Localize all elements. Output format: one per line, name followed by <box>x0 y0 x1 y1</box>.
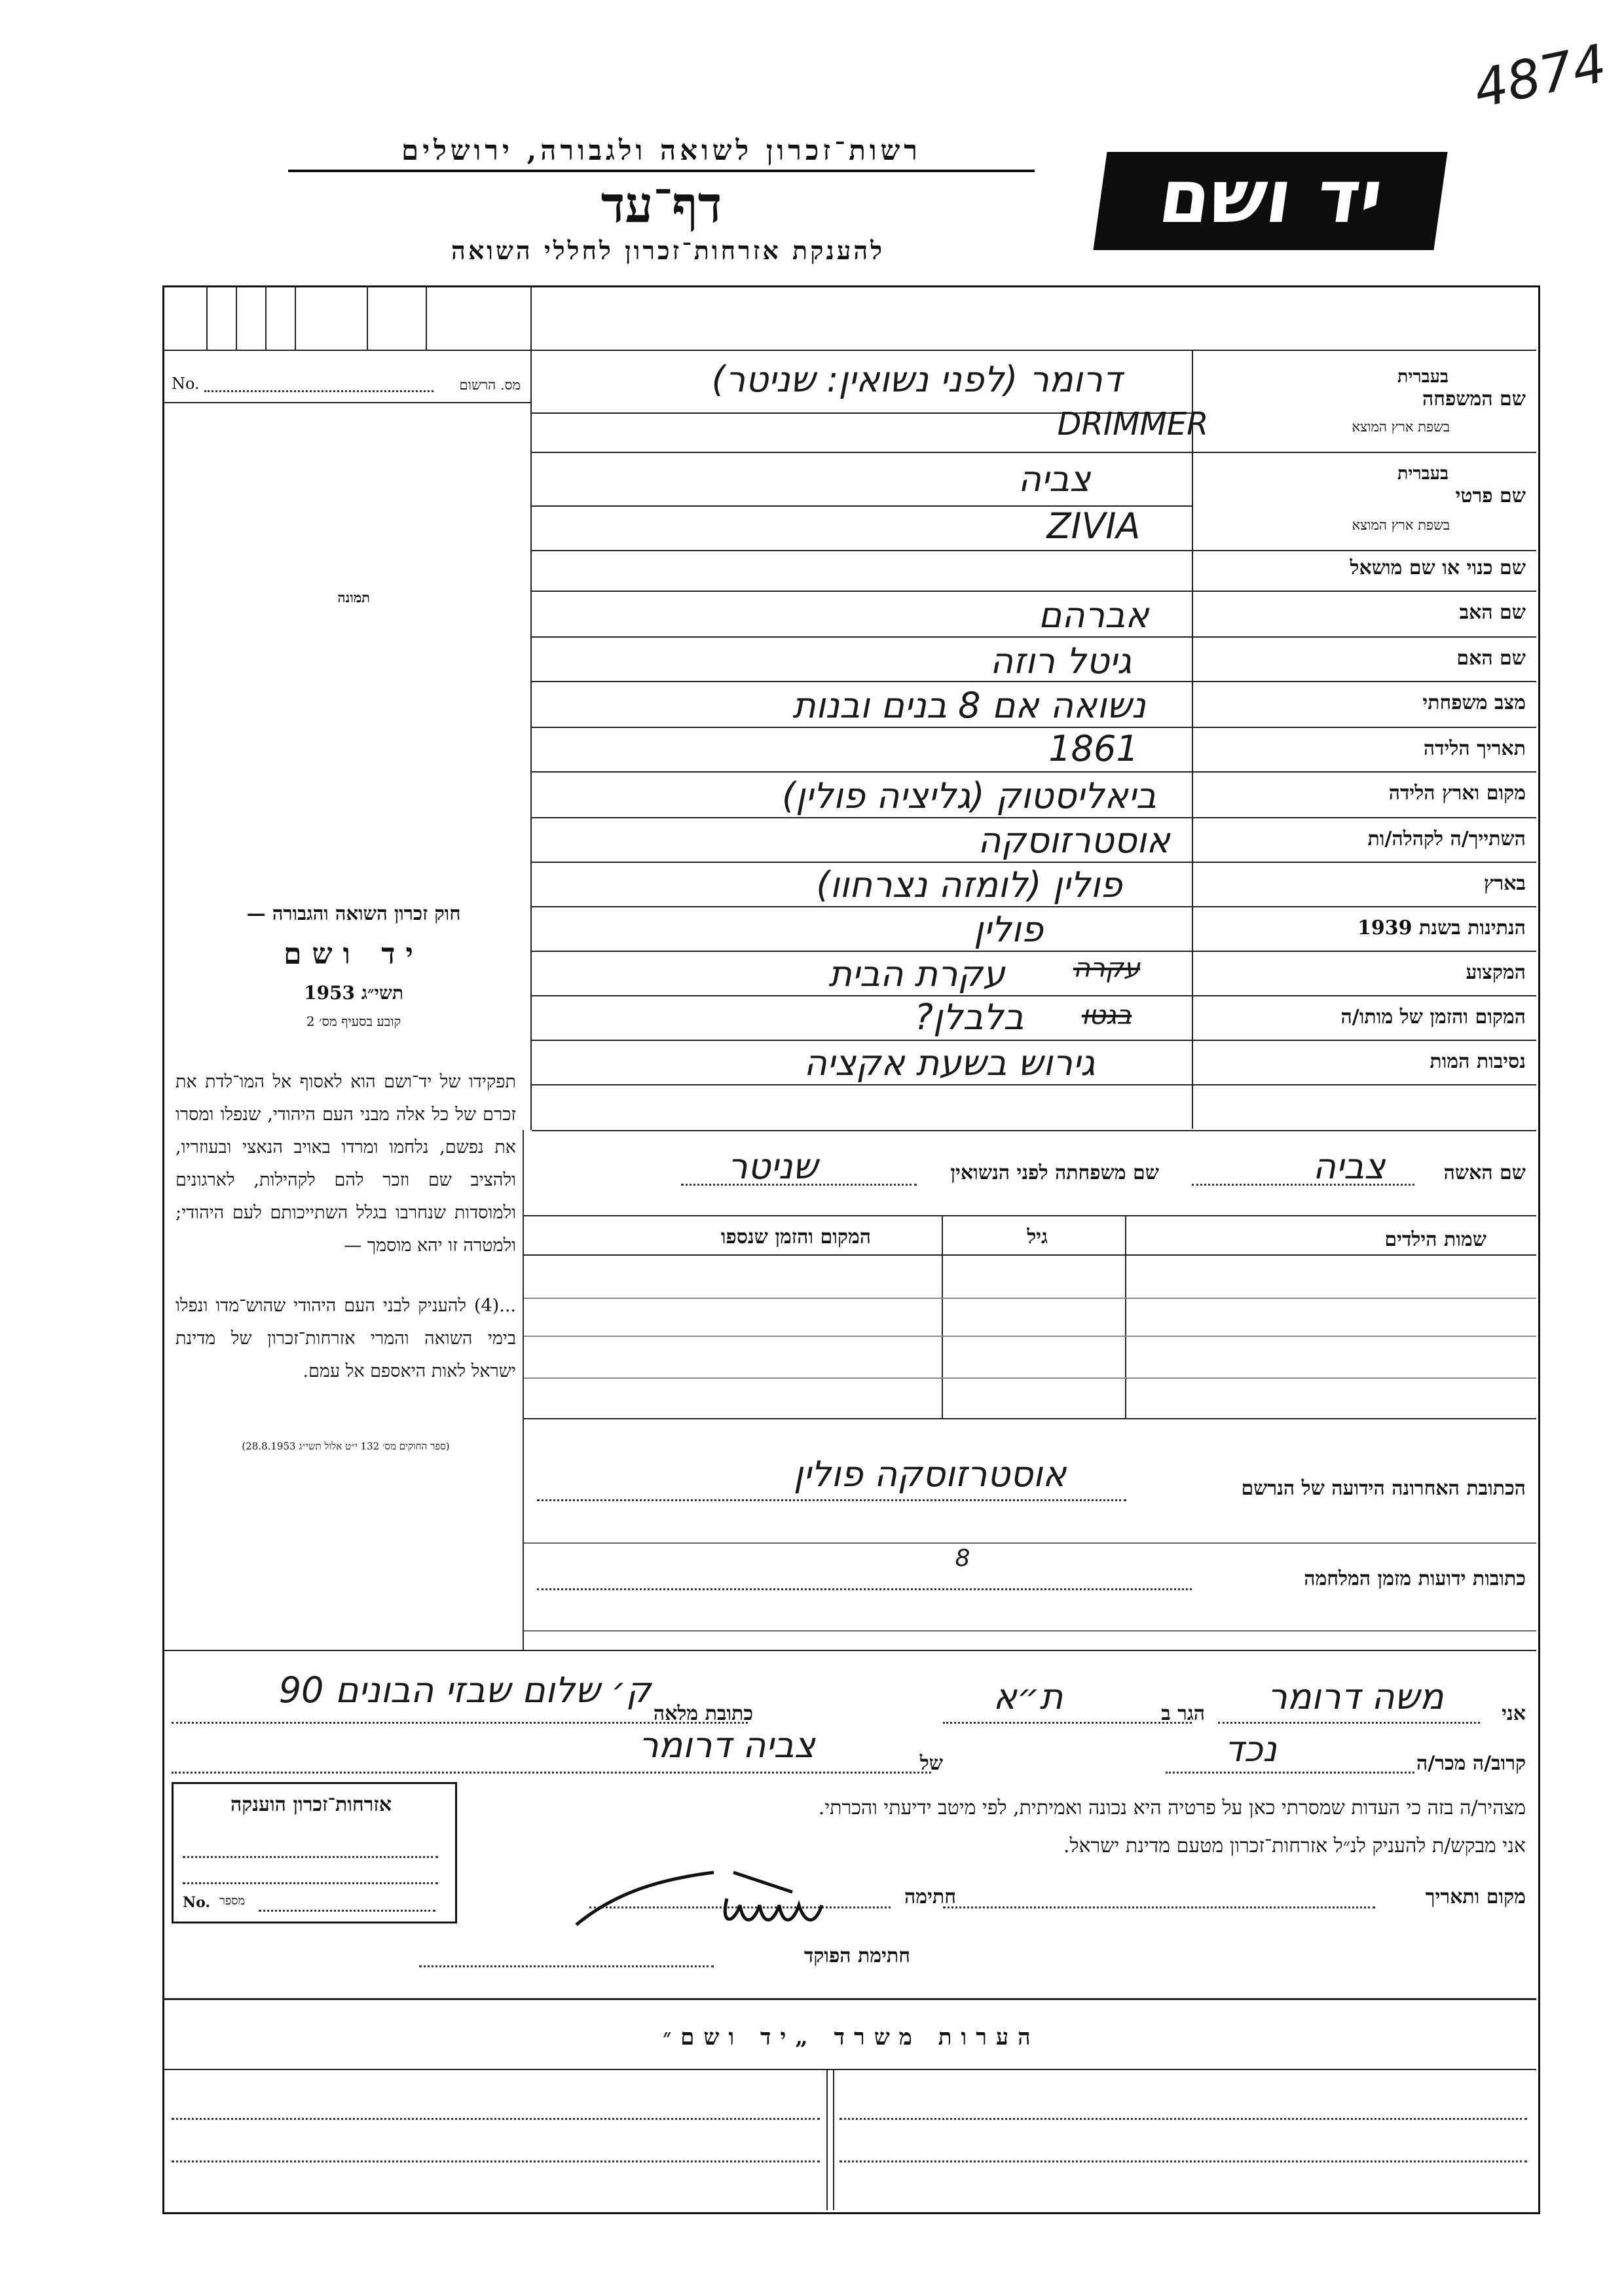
country-label: בארץ <box>1483 872 1526 895</box>
row-line <box>532 817 1536 818</box>
table-header-line <box>524 1254 1536 1256</box>
row-line <box>532 1040 1536 1041</box>
top-strip-line <box>164 350 1536 351</box>
last-address-label: הכתובת האחרונה הידועה של הנרשם <box>1241 1477 1526 1500</box>
table-col-divider <box>1125 1215 1126 1418</box>
profession-struck: עקרה <box>1073 953 1141 983</box>
photo-label: תמונה <box>337 589 370 606</box>
reg-no-label: מס. הרשום <box>459 377 521 393</box>
family-name-origin[interactable]: DRIMMER <box>1057 406 1209 443</box>
death-circumstances-label: נסיבות המות <box>1430 1050 1526 1073</box>
marital-status-label: מצב משפחתי <box>1422 691 1526 714</box>
of-value[interactable]: צביה דרומר <box>638 1724 815 1766</box>
no-label: No. <box>172 374 200 393</box>
nickname-label: שם כנוי או שם מושאל <box>1350 556 1526 579</box>
row-line <box>524 1630 1536 1631</box>
table-row <box>524 1336 1536 1337</box>
law-body: תפקידו של יד־ושם הוא לאסוף אל המו־לדת את זכרם של כל אלה מבני העם היהודי, שנפלו ומסרו את נפשם, נלחמו ומרדו באויב הנאצי ובעוזריו, ולהציב שם וזכר להם לקהילות, לארגונים ולמוסדות שנחרבו בגלל השתייכותם לעם היהודי; ולמטרה זו יהא מוסמך — <box>175 1072 516 1256</box>
row-line <box>532 636 1536 638</box>
mother-name-label: שם האם <box>1456 647 1526 670</box>
citizenship-label: הנתינות בשנת 1939 <box>1357 917 1526 939</box>
first-name-hebrew[interactable]: צביה <box>1018 458 1091 500</box>
war-addresses-label: כתובות ידועות מזמן המלחמה <box>1304 1567 1526 1590</box>
war-addresses-value[interactable]: 8 <box>955 1545 970 1572</box>
country-value[interactable]: פולין (לומזה נצרחוו) <box>816 864 1122 905</box>
profession-value[interactable]: עקרת הבית <box>828 953 1005 994</box>
reg-row-line <box>164 402 530 403</box>
row-line <box>532 951 1536 952</box>
handwritten-signature <box>563 1853 838 1938</box>
row-line <box>532 771 1536 773</box>
row-line <box>532 906 1536 907</box>
reg-no-field[interactable] <box>204 390 434 392</box>
death-circumstances-value[interactable]: גירוש בשעת אקציה <box>803 1042 1096 1084</box>
office-note-line[interactable] <box>840 2118 1527 2120</box>
father-name-value[interactable]: אברהם <box>1038 594 1149 636</box>
row-line <box>524 1542 1536 1544</box>
label-col-divider <box>1192 350 1193 1129</box>
marital-status-value[interactable]: נשואה אם 8 בנים ובנות <box>792 685 1146 726</box>
official-signature-label: חתימת הפוקד <box>803 1944 910 1967</box>
authority-line: רשות־זכרון לשואה ולגבורה, ירושלים <box>288 134 1035 172</box>
full-address-label: כתובת מלאה <box>653 1702 753 1725</box>
stamp-number-field[interactable] <box>259 1910 435 1912</box>
row-line <box>532 1130 1536 1131</box>
signature-label: חתימה <box>904 1886 956 1908</box>
full-address-dots <box>172 1722 748 1724</box>
law-year: תשי״ג 1953 <box>304 982 403 1004</box>
row-line <box>532 862 1536 863</box>
family-name-label: שם המשפחה <box>1422 388 1526 410</box>
left-col-divider-lower <box>523 1130 524 1650</box>
maiden-name-value[interactable]: שניטר <box>728 1146 818 1187</box>
i-dots <box>1218 1722 1480 1724</box>
first-hebrew-label: בעברית <box>1397 464 1449 484</box>
office-note-line[interactable] <box>172 2160 820 2162</box>
row-line <box>532 1084 1536 1085</box>
birth-date-label: תאריך הלידה <box>1423 737 1526 760</box>
first-name-label: שם פרטי <box>1455 484 1526 507</box>
request-text: אני מבקש/ת להעניק לנ״ל אזרחות־זכרון מטעם מדינת ישראל. <box>1063 1834 1526 1857</box>
table-bottom-line <box>524 1418 1536 1419</box>
children-age-header: גיל <box>1027 1226 1048 1248</box>
official-signature-field[interactable] <box>419 1965 714 1967</box>
logo-text: יד ושם <box>1154 155 1388 240</box>
office-note-line[interactable] <box>840 2160 1527 2162</box>
office-line <box>164 2069 1536 2070</box>
office-note-line[interactable] <box>172 2118 820 2120</box>
tick <box>265 285 267 350</box>
profession-label: המקצוע <box>1466 961 1526 984</box>
relative-label: קרוב/ה מכר/ה <box>1416 1752 1526 1775</box>
row-line <box>532 591 1536 592</box>
row-line <box>532 452 1536 453</box>
wife-name-value[interactable]: צביה <box>1312 1146 1386 1187</box>
row-line <box>532 550 1536 551</box>
family-name-hebrew[interactable]: דרומר (לפני נשואין: שניטר) <box>711 359 1122 400</box>
first-name-origin[interactable]: ZIVIA <box>1046 505 1141 547</box>
community-value[interactable]: אוסטרזוסקה <box>978 820 1170 861</box>
birth-place-value[interactable]: ביאליסטוק (גליציה פולין) <box>781 775 1157 816</box>
resident-dots <box>943 1722 1192 1724</box>
war-addresses-dots <box>537 1588 1192 1590</box>
office-col-divider <box>826 2069 828 2210</box>
declarant-name[interactable]: משה דרומר <box>1267 1676 1444 1717</box>
maiden-name-label: שם משפחתה לפני הנשואין <box>950 1161 1159 1184</box>
yad-vashem-logo <box>1093 152 1447 250</box>
stamp-title: אזרחות־זכרון הוענקה <box>230 1793 392 1816</box>
section-line <box>164 1650 1536 1651</box>
tick <box>426 285 427 350</box>
family-hebrew-label: בעברית <box>1397 367 1449 387</box>
tick <box>295 285 296 350</box>
tick <box>367 285 368 350</box>
office-col-divider <box>833 2069 834 2210</box>
death-place-value[interactable]: בלבלן? <box>914 996 1024 1038</box>
last-address-value[interactable]: אוסטרזוסקה פולין <box>793 1453 1067 1495</box>
full-address-value[interactable]: ק׳ שלום שבזי הבונים 90 <box>278 1669 652 1711</box>
birth-place-label: מקום וארץ הלידה <box>1388 782 1526 805</box>
declaration-text: מצהיר/ה בזה כי העדות שמסרתי כאן על פרטיה היא נכונה ואמיתית, לפי מיטב ידיעתי והכרתי. <box>818 1796 1526 1819</box>
first-origin-label: בשפת ארץ המוצא <box>1352 517 1450 533</box>
table-row <box>524 1377 1536 1379</box>
resident-value[interactable]: ת״א <box>993 1676 1063 1717</box>
of-dots <box>172 1772 931 1774</box>
death-place-label: המקום והזמן של מותו/ה <box>1340 1006 1526 1029</box>
stamp-number-label: מספר <box>219 1894 246 1908</box>
row-line <box>524 1215 1536 1216</box>
table-row <box>524 1298 1536 1299</box>
of-label: של <box>919 1752 943 1775</box>
law-title: חוק זכרון השואה והגבורה — <box>246 902 461 924</box>
stamp-line <box>183 1856 438 1858</box>
father-name-label: שם האב <box>1459 601 1526 624</box>
wife-name-label: שם האשה <box>1443 1161 1526 1184</box>
law-clause-4: ...(4) להעניק לבני העם היהודי שהוש־מדו ונפלו בימי השואה והמרי אזרחות־זכרון של מדינת ישראל לאות היאספם אל עמם. <box>175 1296 516 1381</box>
stamp-line <box>183 1882 438 1884</box>
office-section-line <box>164 1998 1536 2000</box>
law-name: יד ושם <box>284 938 424 971</box>
table-col-divider <box>942 1215 943 1418</box>
tick <box>236 285 237 350</box>
place-date-label: מקום ותאריך <box>1425 1886 1526 1908</box>
citizenship-value[interactable]: פולין <box>974 909 1043 950</box>
relative-dots <box>1166 1772 1414 1774</box>
relative-value[interactable]: נכד <box>1225 1728 1277 1770</box>
birth-date-value[interactable]: 1861 <box>1048 728 1139 769</box>
corner-number: 4874 <box>1468 32 1612 120</box>
citizenship-granted-box <box>172 1782 457 1923</box>
tick <box>206 285 208 350</box>
children-names-header: שמות הילדים <box>1384 1228 1486 1251</box>
law-reference: (ספר החוקים מס׳ 132 י״ט אלול תשי״ג 28.8.1953) <box>242 1440 450 1452</box>
form-subtitle: להענקת אזרחות־זכרון לחללי השואה <box>451 236 885 265</box>
stamp-no-label: No. <box>183 1894 211 1911</box>
mother-name-value[interactable]: גיטל רוזה <box>989 640 1132 682</box>
place-date-field[interactable] <box>943 1906 1375 1908</box>
last-address-dots <box>537 1499 1126 1501</box>
community-label: השתייך/ה לקהלה/ות <box>1367 828 1526 850</box>
resident-label: הגר ב <box>1161 1702 1205 1725</box>
law-clause: קובע בסעיף מס׳ 2 <box>306 1013 401 1029</box>
children-place-header: המקום והזמן שנספו <box>720 1226 871 1248</box>
family-origin-label: בשפת ארץ המוצא <box>1352 419 1450 435</box>
office-notes-title: הערות משרד „יד ושם״ <box>663 2024 1040 2050</box>
i-label: אני <box>1502 1702 1526 1725</box>
form-title: דף־עד <box>600 175 722 234</box>
death-place-struck: בגטו <box>1081 1000 1132 1030</box>
